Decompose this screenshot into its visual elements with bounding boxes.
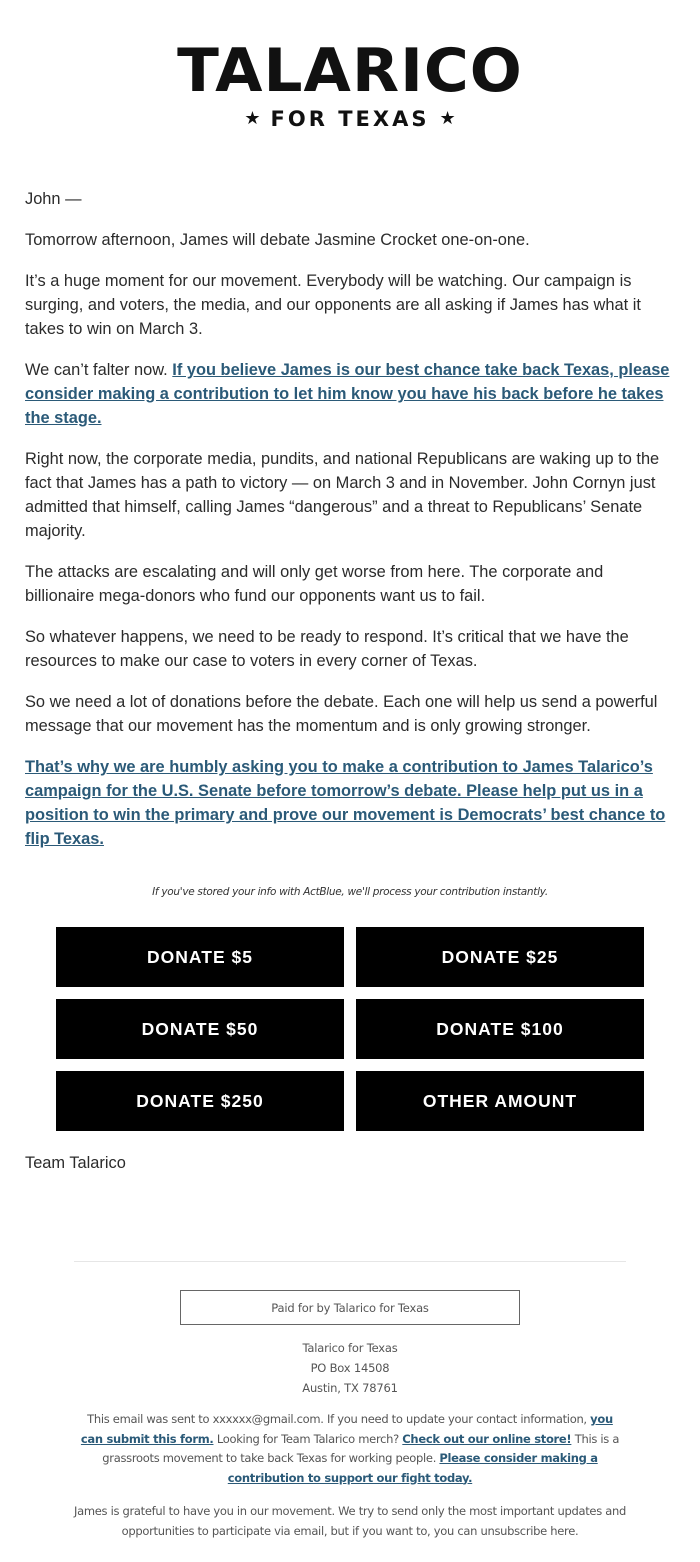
legal-text: This email was sent to xxxxxx@gmail.com. If you need to update your contact information, <box>87 1412 591 1426</box>
paragraph: So we need a lot of donations before the debate. Each one will help us send a powerful message that our movement has the momentum and is only growing stronger. <box>25 693 658 735</box>
footer-divider <box>74 1261 626 1262</box>
legal-text: Looking for Team Talarico merch? <box>213 1431 403 1446</box>
contribute-link[interactable]: If you believe James is our best chance take back Texas, please consider making a contribution to let him know you have his back before he takes the stage. <box>25 361 670 427</box>
star-icon: ★ <box>439 108 456 129</box>
donate-5-button[interactable]: DONATE $5 <box>56 927 344 987</box>
donate-100-button[interactable]: DONATE $100 <box>356 999 644 1059</box>
logo-tagline-text: FOR TEXAS <box>270 107 430 131</box>
paragraph: Tomorrow afternoon, James will debate Jasmine Crocket one-on-one. <box>25 231 530 249</box>
donate-25-button[interactable]: DONATE $25 <box>356 927 644 987</box>
address-line: Talarico for Texas <box>302 1341 398 1355</box>
contribute-link[interactable]: That’s why we are humbly asking you to make a contribution to James Talarico’s campaign for the U.S. Senate before tomorrow’s debate. Please help put us in a position to win the primary and prove our movement is Democrats’ best chance to flip Texas. <box>25 758 666 848</box>
mailing-address <box>0 1338 700 1398</box>
paragraph <box>25 755 675 851</box>
online-store-link[interactable]: Check out our online store! <box>402 1431 572 1446</box>
actblue-note: If you've stored your info with ActBlue, we'll process your contribution instantly. <box>152 886 548 898</box>
paragraph-lead: We can’t falter now. <box>25 361 173 379</box>
greeting: John — <box>25 190 82 208</box>
paragraph: The attacks are escalating and will only get worse from here. The corporate and billionaire mega-donors who fund our opponents want us to fail. <box>25 563 604 605</box>
support-contribution-link[interactable]: Please consider making a contribution to support our fight today. <box>227 1451 598 1485</box>
update-contact-link[interactable]: you can submit this form. <box>80 1412 613 1446</box>
email-body <box>25 187 675 868</box>
address-line: Austin, TX 78761 <box>302 1381 398 1395</box>
other-amount-button[interactable]: OTHER AMOUNT <box>356 1071 644 1131</box>
legal-text: This is a grassroots movement to take back Texas for working people. <box>102 1431 620 1465</box>
footer-legal <box>75 1410 625 1488</box>
logo-tagline <box>0 106 700 132</box>
paragraph: So whatever happens, we need to be ready to respond. It’s critical that we have the resources to make our case to voters in every corner of Texas. <box>25 628 629 670</box>
paragraph: It’s a huge moment for our movement. Everybody will be watching. Our campaign is surging, and voters, the media, and our opponents are all asking if James has what it takes to win on March 3. <box>25 272 641 338</box>
star-icon: ★ <box>244 108 261 129</box>
logo-wordmark: TALARICO <box>177 36 523 106</box>
address-line: PO Box 14508 <box>310 1361 390 1375</box>
paid-for-disclaimer: Paid for by Talarico for Texas <box>180 1290 520 1325</box>
campaign-logo <box>0 38 700 132</box>
paragraph <box>25 358 675 430</box>
signoff: Team Talarico <box>25 1154 126 1172</box>
donate-250-button[interactable]: DONATE $250 <box>56 1071 344 1131</box>
donate-50-button[interactable]: DONATE $50 <box>56 999 344 1059</box>
unsubscribe-notice: James is grateful to have you in our movement. We try to send only the most important updates and opportunities to participate via email, but if you want to, you can unsubscribe here. <box>74 1504 626 1538</box>
paragraph: Right now, the corporate media, pundits, and national Republicans are waking up to the fact that James has a path to victory — on March 3 and in November. John Cornyn just admitted that himself, calling James “dangerous” and a threat to Republicans’ Senate majority. <box>25 450 660 540</box>
